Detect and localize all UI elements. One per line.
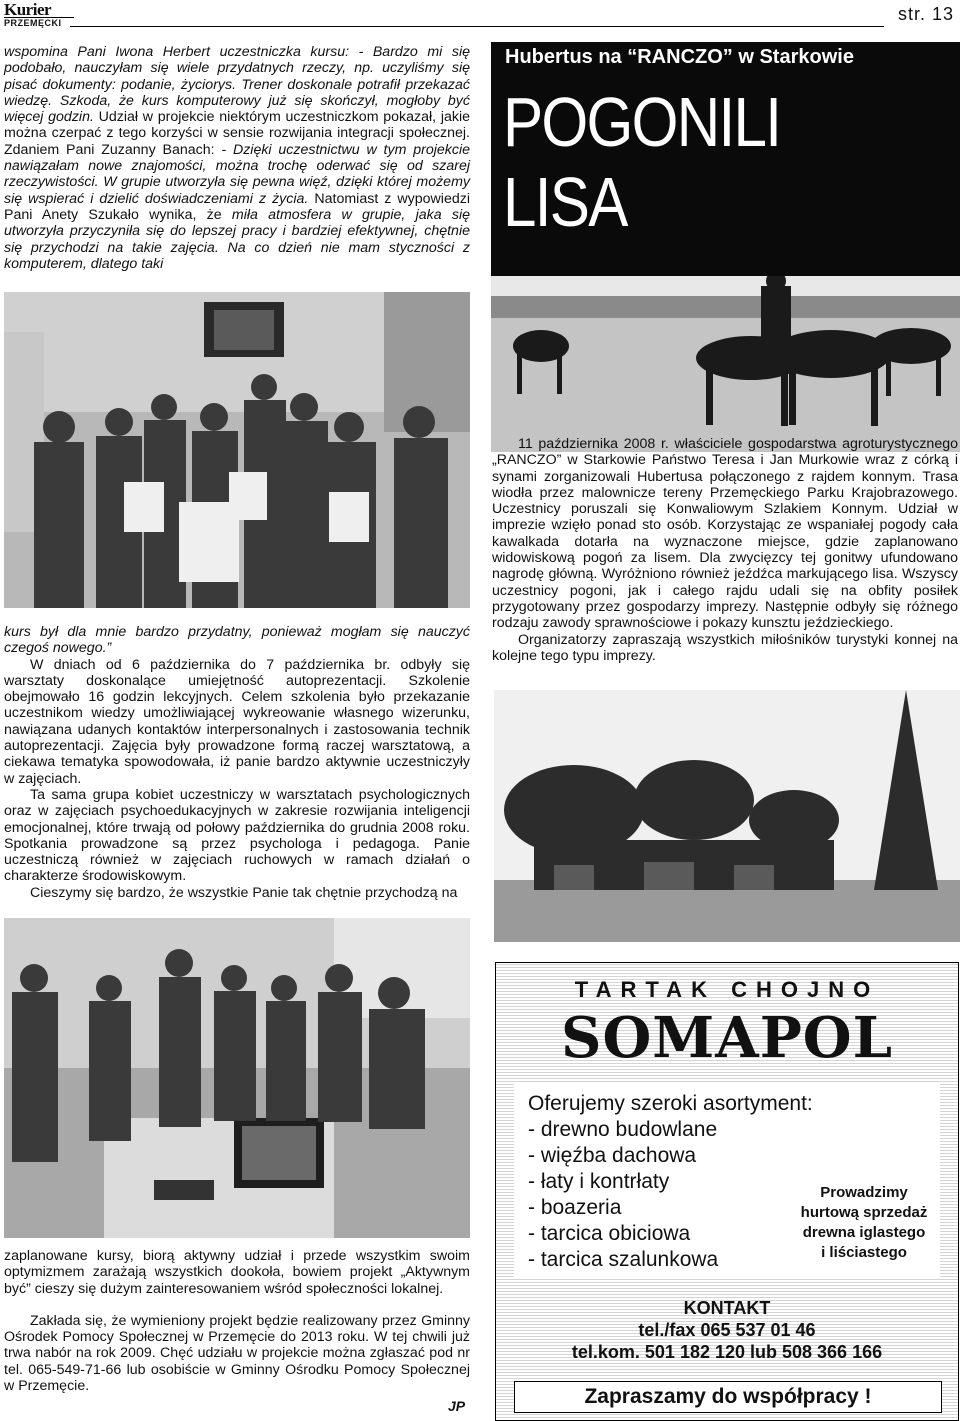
quote-herbert: wspomina Pani Iwona Herbert uczestniczka kursu: - Bardzo mi się podobało, nauczyłam się wiele przydatnych rzeczy, np. uczyliśmy się pisać dokumenty: podanie, życiorys. Trener doskonale potrafił przekazać wiedzę. Szkoda, że kurs komputerowy już się skończył, mogłoby być więcej godzin. bbox=[4, 44, 470, 126]
ad-contact bbox=[496, 1297, 958, 1363]
ad-offer-item: - drewno budowlane bbox=[528, 1118, 718, 1141]
paragraph-psychology: Ta sama grupa kobiet uczestniczy w warsztatach psychologicznych oraz w zajęciach psychoedukacyjnych w zakresie rozwijania inteligencji emocjonalnej, które trwają od połowy października do grudnia 2008 roku. Spotkania prowadzone są przez psychologa i pedagoga. Panie uczestniczą również w zajęciach ruchowych w ramach działań o charakterze środowiskowym. bbox=[4, 786, 470, 885]
quote-banach: - Dzięki uczestnictwu w tym projekcie nawiązałam nowe znajomości, można trochę oderwać się od szarej rzeczywistości. W grupie utworzyła się pewna więź, dzięki której możemy się wspierać i dzielić doświadczeniami z życia. bbox=[4, 141, 470, 207]
ad-offer-list bbox=[528, 1091, 813, 1273]
article-text-middle bbox=[4, 624, 470, 901]
author-signature: JP bbox=[448, 1398, 466, 1414]
paragraph-courses: zaplanowane kursy, biorą aktywny udział i przede wszystkim swoim optymizmem zarażają wszystkich dookoła, bowiem projekt „Aktywnym być” cieszy się dużym zainteresowaniem wśród społeczności lokalnej. bbox=[4, 1248, 470, 1297]
quote-end: kurs był dla mnie bardzo przydatny, ponieważ mogłam się nauczyć czegoś nowego.” bbox=[4, 624, 470, 657]
hubertus-banner bbox=[491, 42, 960, 452]
header-rule bbox=[70, 26, 884, 27]
horse-photo-image bbox=[491, 276, 960, 452]
ad-offer-item: - więźba dachowa bbox=[528, 1144, 697, 1167]
article-text-top bbox=[4, 44, 470, 272]
ad-offer-item: - tarcica szalunkowa bbox=[528, 1248, 719, 1271]
ad-offer-title: Oferujemy szeroki asortyment: bbox=[528, 1092, 813, 1115]
ad-wholesale-line: hurtową sprzedaż bbox=[800, 1204, 928, 1221]
paragraph-hubertus: 11 października 2008 r. właściciele gospodarstwa agroturystycznego „RANCZO” w Starkowie Państwo Teresa i Jan Murkowie wraz z córką i synami zorganizowali Hubertusa połączonego z rajdem konnym. Trasa wiodła przez malownicze tereny Przemęckiego Parku Krajobrazowego. Uczestnicy poruszali się Konwaliowym Szlakiem Konnym. Udział w imprezie wzięło ponad sto osób. Korzystając ze wspaniałej pogody cała kawalkada dotarła na wyznaczone miejsce, gdzie zaplanowano widowiskową pogoń za lisem. Dla zwycięzcy tej gonitwy ufundowano nagrodę główną. Wyróżniono również jeźdźca markującego lisa. Wszyscy uczestnicy pogoni, jak i całego rajdu udali się na obfity posiłek przygotowany przez gospodarzy imprezy. Następnie odbyły się różnego rodzaju zawody sprawnościowe i pokazy kunsztu jeździeckiego. bbox=[492, 436, 958, 632]
paragraph-invite: Organizatorzy zapraszają wszystkich miłośników turystyki konnej na kolejne tego typu imprezy. bbox=[492, 631, 958, 664]
article-kicker: Hubertus na “RANCZO” w Starkowie bbox=[505, 46, 854, 68]
ad-contact-title: KONTAKT bbox=[683, 1298, 771, 1318]
ad-offer-box bbox=[514, 1083, 940, 1279]
hubertus-article-text bbox=[492, 436, 958, 664]
somapol-advertisement bbox=[495, 962, 959, 1421]
ad-company-name: SOMAPOL bbox=[561, 1005, 893, 1071]
text-integration: Udział w projekcie niektórym uczestniczkom pokazał, jakie można czerpać z tego korzyści w sensie rozwijania integracji społecznej. Zdaniem Pani Zuzanny Banach: bbox=[4, 109, 470, 158]
ad-contact-phone: tel./fax 065 537 01 46 bbox=[638, 1320, 816, 1340]
article-text-bottom bbox=[4, 1248, 470, 1394]
carriages-photo bbox=[494, 690, 960, 942]
logo-title: Kurier bbox=[4, 0, 52, 19]
ad-offer-item: - łaty i kontrłaty bbox=[528, 1170, 670, 1193]
dancing-photo-image bbox=[4, 918, 470, 1238]
ad-wholesale-line: drewna iglastego bbox=[802, 1224, 926, 1241]
logo-subtitle: PRZEMĘCKI bbox=[4, 17, 74, 28]
ad-sawmill-name: TARTAK CHOJNO bbox=[574, 977, 880, 1002]
page-number: str. 13 bbox=[897, 4, 954, 24]
quote-szukalo: miła atmosfera w grupie, jaka się utworzyła przyczyniła się do lepszej pracy i bardziej efektywnej, chętnie się przychodzi na takie zajęcia. Na co dzień nie mam styczności z komputerem, dlatego taki bbox=[4, 206, 470, 272]
paragraph-workshops: W dniach od 6 października do 7 października br. odbyły się warsztaty doskonalące umiejętność autoprezentacji. Szkolenie obejmowało 16 godzin lekcyjnych. Celem szkolenia było przekazanie uczestnikom wiedzy umożliwiającej wykreowanie własnego wizerunku, nawiązana udanych kontaktów interpersonalnych i zastosowania technik autoprezentacji. Zajęcia były prowadzone formą raczej warsztatową, a ciekawa tematyka spowodowała, iż panie bardzo aktywnie uczestniczyły w zajęciach. bbox=[4, 656, 470, 787]
article-headline: POGONILI LISA bbox=[503, 83, 781, 241]
ad-wholesale-line: Prowadzimy bbox=[820, 1184, 908, 1201]
group-photo-dancing bbox=[4, 918, 470, 1238]
ad-offer-item: - boazeria bbox=[528, 1196, 622, 1219]
text-szukalo: Natomiast z wypowiedzi Pani Anety Szukało wynika, że bbox=[4, 190, 470, 223]
carriages-photo-image bbox=[494, 690, 960, 942]
paragraph-project: Zakłada się, że wymieniony projekt będzie realizowany przez Gminny Ośrodek Pomocy Społecznej w Przemęcie do 2013 roku. W tej chwili już trwa nabór na rok 2009. Chęć udziału w projekcie można zgłaszać pod nr tel. 065-549-71-66 lub osobiście w Gminny Ośrodku Pomocy Społecznej w Przemęcie. bbox=[4, 1312, 470, 1395]
ad-wholesale-note bbox=[790, 1183, 938, 1263]
paragraph-pleased: Cieszymy się bardzo, że wszystkie Panie tak chętnie przychodzą na bbox=[30, 884, 458, 901]
ad-invitation: Zapraszamy do współpracy ! bbox=[514, 1381, 942, 1413]
horse-riders-photo bbox=[491, 276, 960, 452]
group-photo-certificates bbox=[4, 292, 470, 608]
ad-contact-mobile: tel.kom. 501 182 120 lub 508 366 166 bbox=[571, 1342, 883, 1362]
group-photo-image bbox=[4, 292, 470, 608]
ad-wholesale-line: i liściastego bbox=[821, 1244, 907, 1261]
ad-offer-item: - tarcica obiciowa bbox=[528, 1222, 691, 1245]
newspaper-logo bbox=[4, 2, 74, 26]
